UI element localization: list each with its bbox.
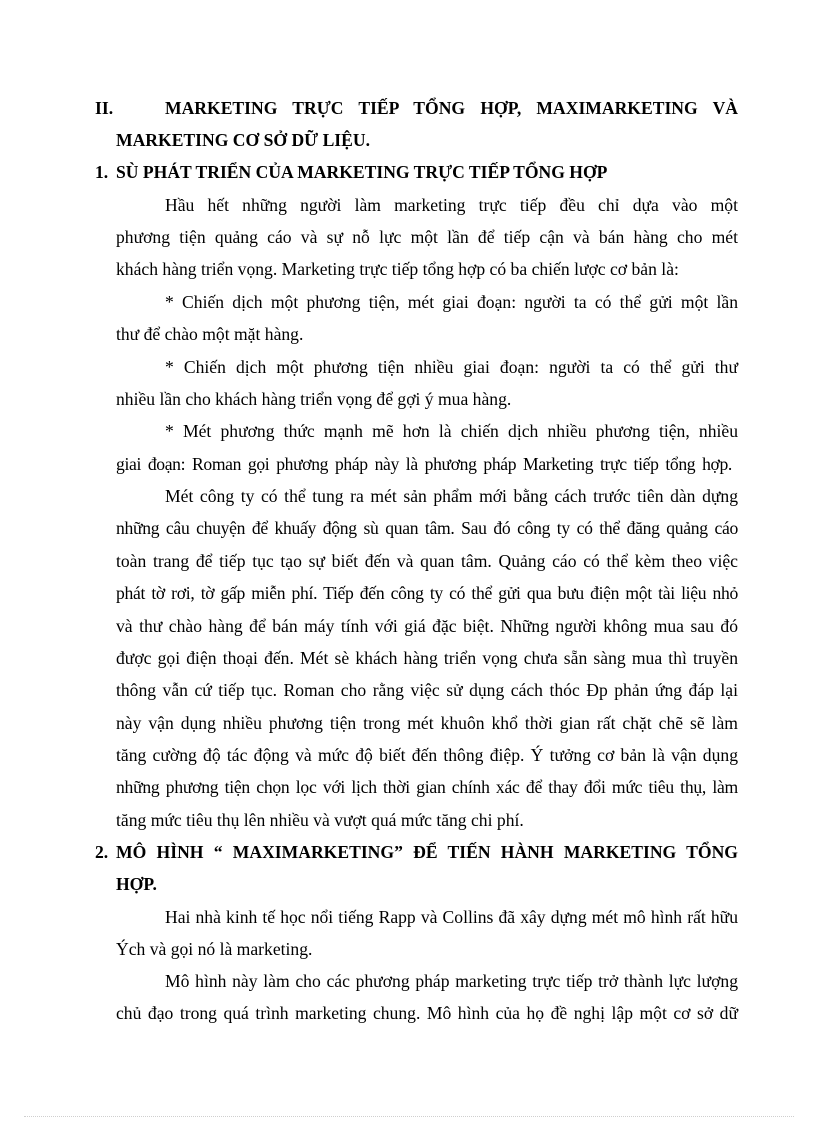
section-number: 2. [95, 842, 109, 862]
paragraph-line: và thư chào hàng để bán máy tính với giá đặc biệt. Những người không mua sau đó [116, 616, 738, 636]
bullet-line: nhiều lần cho khách hàng triển vọng để gợi ý mua hàng. [116, 389, 512, 409]
paragraph-line: phương tiện quảng cáo và sự nỗ lực một lần để tiếp cận và bán hàng cho mét [116, 227, 738, 247]
paragraph-line: chủ đạo trong quá trình marketing chung. Mô hình của họ đề nghị lập một cơ sở dữ [116, 1003, 738, 1023]
paragraph-line: những phương tiện chọn lọc với lịch thời gian chính xác để thay đổi mức tiêu thụ, làm [116, 777, 738, 797]
section-heading: SÙ PHÁT TRIỂN CỦA MARKETING TRỰC TIẾP TỔNG HỢP [116, 162, 608, 182]
section-heading: MÔ HÌNH “ MAXIMARKETING” ĐỂ TIẾN HÀNH MARKETING TỔNG [116, 842, 738, 862]
paragraph-line: Mét công ty có thể tung ra mét sản phẩm mới bằng cách trước tiên dàn dựng [165, 486, 738, 506]
section-heading-continuation: HỢP. [116, 874, 157, 894]
page-bottom-divider [24, 1116, 794, 1117]
section-number: 1. [95, 162, 109, 182]
bullet-line: giai đoạn: Roman gọi phương pháp này là phương pháp Marketing trực tiếp tổng hợp. [116, 454, 732, 474]
bullet-line: thư để chào một mặt hàng. [116, 324, 304, 344]
paragraph-line: Hai nhà kinh tế học nổi tiếng Rapp và Collins đã xây dựng mét mô hình rất hữu [165, 907, 738, 927]
paragraph-line: thông vẫn cứ tiếp tục. Roman cho rằng việc sử dụng cách thóc Đp phản ứng đáp lại [116, 680, 738, 700]
bullet-line: * Mét phương thức mạnh mẽ hơn là chiến dịch nhiều phương tiện, nhiều [165, 421, 738, 441]
paragraph-line: Mô hình này làm cho các phương pháp marketing trực tiếp trở thành lực lượng [165, 971, 738, 991]
paragraph-line: khách hàng triển vọng. Marketing trực tiếp tổng hợp có ba chiến lược cơ bản là: [116, 259, 679, 279]
paragraph-line: những câu chuyện để khuấy động sù quan tâm. Sau đó công ty có thể đăng quảng cáo [116, 518, 738, 538]
paragraph-line: được gọi điện thoại đến. Mét sè khách hàng triển vọng chưa sẵn sàng mua thì truyền [116, 648, 738, 668]
paragraph-line: Hầu hết những người làm marketing trực tiếp đều chỉ dựa vào một [165, 195, 738, 215]
section-number: II. [95, 98, 114, 118]
section-heading: MARKETING TRỰC TIẾP TỔNG HỢP, MAXIMARKETING VÀ [165, 98, 738, 118]
paragraph-line: tăng mức tiêu thụ lên nhiều và vượt quá mức tăng chi phí. [116, 810, 524, 830]
paragraph-line: Ých và gọi nó là marketing. [116, 939, 313, 959]
paragraph-line: phát tờ rơi, tờ gấp miễn phí. Tiếp đến công ty có thể gửi qua bưu điện một tài liệu nhỏ [116, 583, 738, 603]
bullet-line: * Chiến dịch một phương tiện nhiều giai đoạn: người ta có thể gửi thư [165, 357, 738, 377]
paragraph-line: tăng cường độ tác động và mức độ biết đến thông điệp. Ý tưởng cơ bản là vận dụng [116, 745, 738, 765]
paragraph-line: này vận dụng nhiều phương tiện trong mét khuôn khổ thời gian rất chặt chẽ sẽ làm [116, 713, 738, 733]
bullet-line: * Chiến dịch một phương tiện, mét giai đoạn: người ta có thể gửi một lần [165, 292, 738, 312]
section-heading-continuation: MARKETING CƠ SỞ DỮ LIỆU. [116, 130, 370, 150]
paragraph-line: toàn trang để tiếp tục tạo sự biết đến và quan tâm. Quảng cáo có thể kèm theo việc [116, 551, 738, 571]
